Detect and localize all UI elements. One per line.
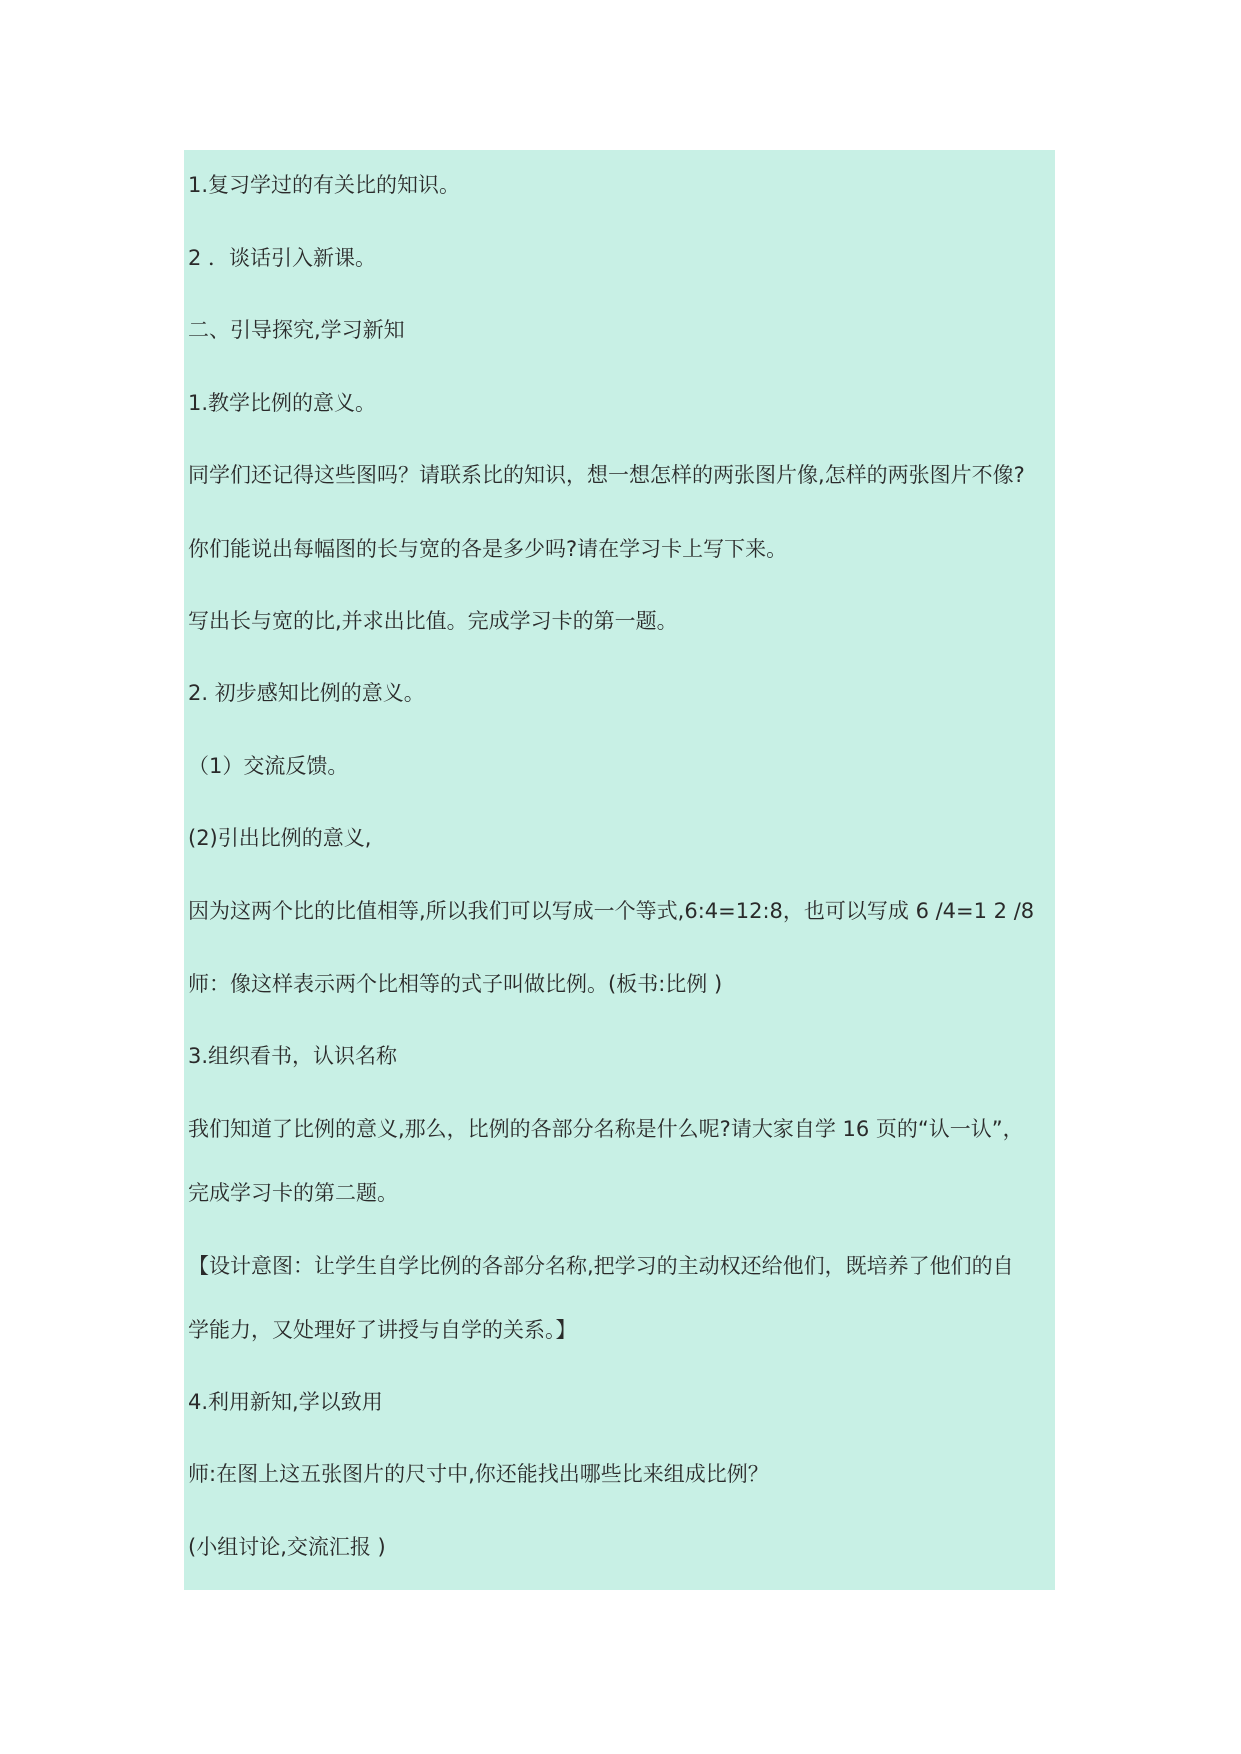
text-line: 你们能说出每幅图的长与宽的各是多少吗?请在学习卡上写下来。 <box>188 537 788 561</box>
text-line: 2 ．谈话引入新课。 <box>188 246 377 270</box>
text-line: 我们知道了比例的意义,那么，比例的各部分名称是什么呢?请大家自学 16 页的“认一认”， <box>188 1117 1024 1141</box>
design-intent-line: 学能力，又处理好了讲授与自学的关系。】 <box>188 1318 577 1342</box>
design-intent-line: 【设计意图：让学生自学比例的各部分名称,把学习的主动权还给他们，既培养了他们的自 <box>188 1254 1014 1278</box>
text-line: 1.复习学过的有关比的知识。 <box>188 173 461 197</box>
text-line: 2. 初步感知比例的意义。 <box>188 681 425 705</box>
text-line: 1.教学比例的意义。 <box>188 391 377 415</box>
section-heading: 二、引导探究,学习新知 <box>188 318 405 342</box>
text-line: 因为这两个比的比值相等,所以我们可以写成一个等式,6:4=12:8，也可以写成 6 /4=1 2 /8 <box>188 899 1035 923</box>
text-line: 师:在图上这五张图片的尺寸中,你还能找出哪些比来组成比例？ <box>188 1462 769 1486</box>
text-line: 同学们还记得这些图吗？请联系比的知识，想一想怎样的两张图片像,怎样的两张图片不像? <box>188 463 1025 487</box>
content-panel <box>184 150 1055 1590</box>
text-line: 师：像这样表示两个比相等的式子叫做比例。(板书:比例 ) <box>188 972 723 996</box>
text-line: 4.利用新知,学以致用 <box>188 1390 383 1414</box>
text-line: (2)引出比例的意义, <box>188 826 372 850</box>
text-line: （1）交流反馈。 <box>188 754 349 778</box>
text-line: (小组讨论,交流汇报 ) <box>188 1535 386 1559</box>
text-line: 3.组织看书，认识名称 <box>188 1044 398 1068</box>
text-line: 写出长与宽的比,并求出比值。完成学习卡的第一题。 <box>188 609 678 633</box>
text-line: 完成学习卡的第二题。 <box>188 1181 398 1205</box>
